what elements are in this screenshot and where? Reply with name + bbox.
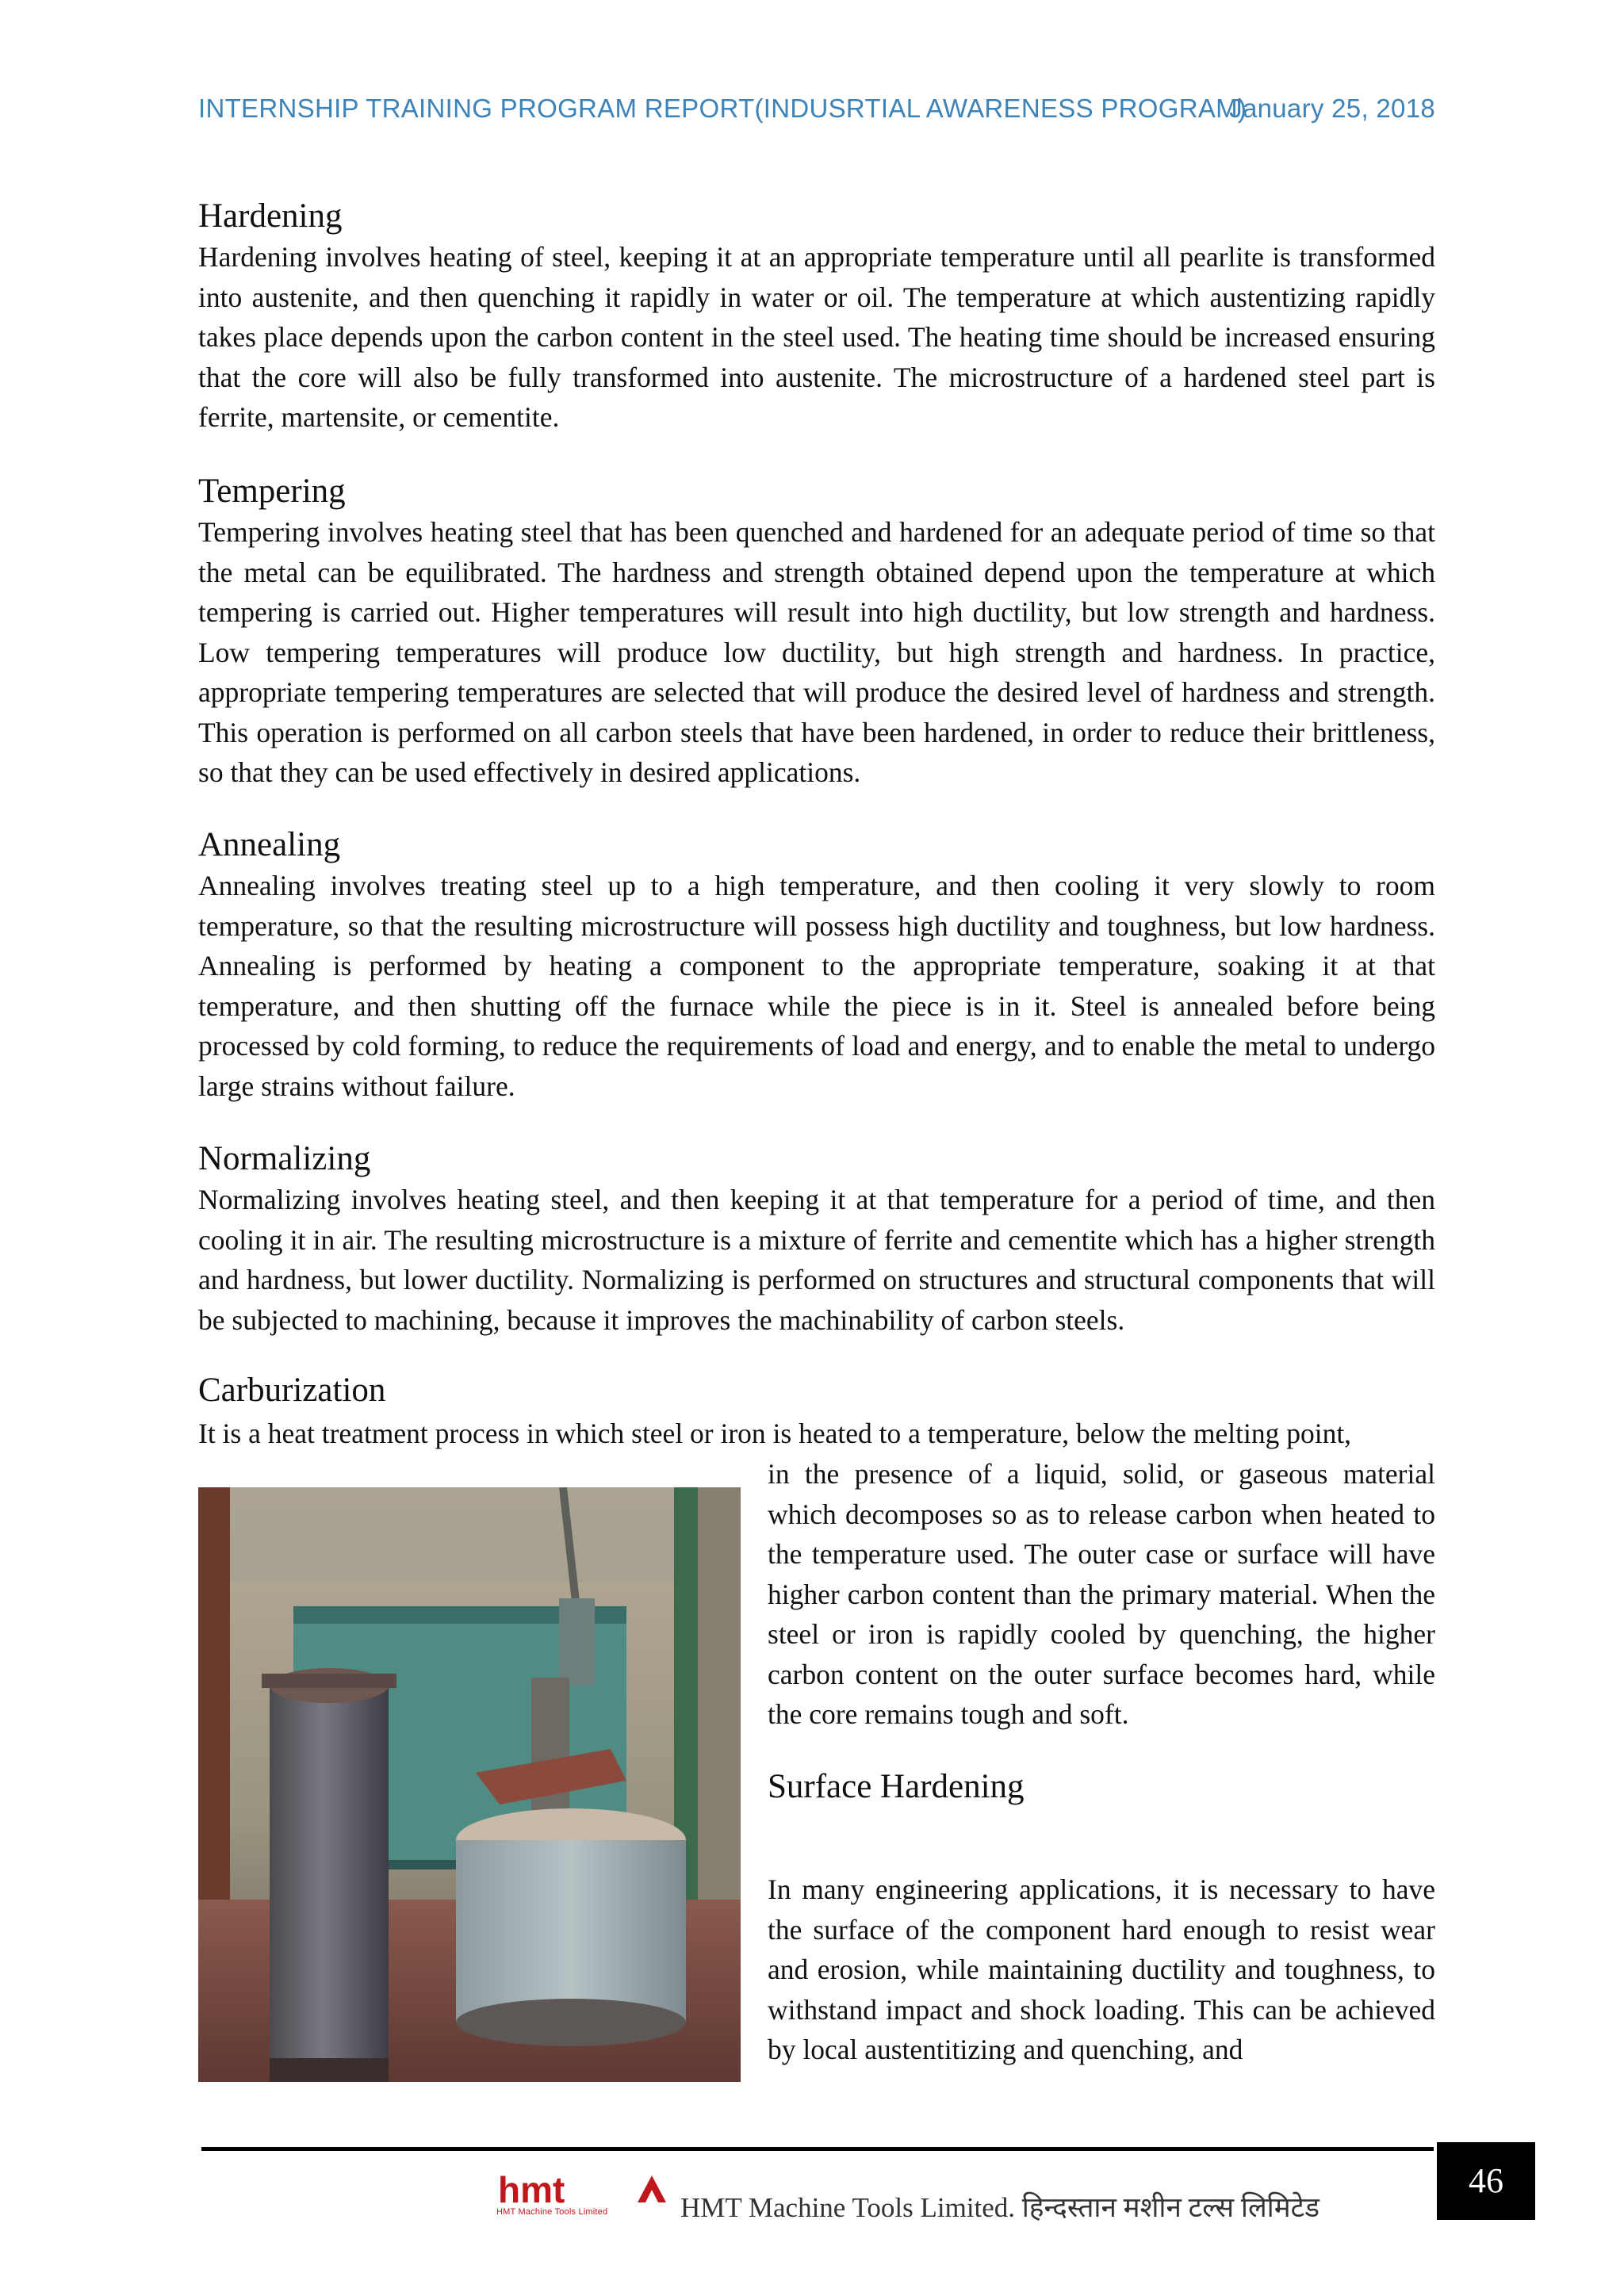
carburizing-furnace-photo [198, 1487, 741, 2082]
photo-illustration [198, 1487, 741, 2082]
report-title: INTERNSHIP TRAINING PROGRAM REPORT(INDUSRTIAL AWARENESS PROGRAM) [198, 94, 1247, 123]
section-heading: Normalizing [198, 1140, 371, 1177]
carburization-continuation-text: in the presence of a liquid, solid, or gaseous material which decomposes so as to release carbon when heated to the temperature used. The outer case or surface will have higher carbon content than the primary material. When the steel or iron is rapidly cooled by quenching, the higher carbon content on the outer surface becomes hard, while the core remains tough and soft. [768, 1458, 1435, 1730]
section-hardening [198, 196, 1435, 438]
logo-wordmark: hmt [498, 2171, 565, 2207]
section-body: Hardening involves heating of steel, keeping it at an appropriate temperature until all pearlite is transformed into austenite, and then quenching it rapidly in water or oil. The temperature at which austentizing rapidly takes place depends upon the carbon content in the steel used. The heating time should be increased ensuring that the core will also be fully transformed into austenite. The microstructure of a hardened steel part is ferrite, martensite, or cementite. [198, 241, 1435, 433]
section-heading: Surface Hardening [768, 1768, 1025, 1805]
section-body: Annealing involves treating steel up to a high temperature, and then cooling it very slowly to room temperature, so that the resulting microstructure will possess high ductility and toughness, but low hardness. Annealing is performed by heating a component to the appropriate temperature, soaking it at that temperature, and then shutting off the furnace while the piece is in it. Steel is annealed before being processed by cold forming, to reduce the requirements of load and energy, and to enable the metal to undergo large strains without failure. [198, 870, 1435, 1102]
page-number: 46 [1437, 2142, 1535, 2220]
section-annealing [198, 825, 1435, 1106]
logo-subtext: HMT Machine Tools Limited [496, 2207, 608, 2217]
section-normalizing [198, 1138, 1435, 1340]
section-carburization [198, 1370, 1435, 1411]
section-heading: Annealing [198, 826, 341, 863]
running-header [198, 94, 1435, 133]
footer-divider [201, 2147, 1434, 2151]
section-surface-hardening [768, 1766, 1435, 2070]
section-body: Tempering involves heating steel that has been quenched and hardened for an adequate period of time so that the metal can be equilibrated. The hardness and strength obtained depend upon the temperature at which tempering is carried out. Higher temperatures will result into high ductility, but low strength and hardness. Low tempering temperatures will produce low ductility, but high strength and hardness. In practice, appropriate tempering temperatures are selected that will produce the desired level of hardness and strength. This operation is performed on all carbon steels that have been hardened, in order to reduce their brittleness, so that they can be used effectively in desired applications. [198, 516, 1435, 788]
section-heading: Carburization [198, 1372, 386, 1409]
report-date: January 25, 2018 [1229, 94, 1435, 123]
section-tempering [198, 471, 1435, 793]
section-heading: Hardening [198, 197, 343, 235]
section-heading: Tempering [198, 473, 346, 510]
carburization-lead-text: It is a heat treatment process in which steel or iron is heated to a temperature, below the melting point, [198, 1418, 1352, 1449]
section-body: In many engineering applications, it is necessary to have the surface of the component hard enough to resist wear and erosion, while maintaining ductility and toughness, to withstand impact and shock loading. This can be achieved by local austentitizing and quenching, and [768, 1873, 1435, 2065]
hmt-logo-icon [496, 2171, 679, 2207]
section-body: Normalizing involves heating steel, and then keeping it at that temperature for a period of time, and then cooling it in air. The resulting microstructure is a mixture of ferrite and cementite which has a higher strength and hardness, but lower ductility. Normalizing is performed on structures and structural components that will be subjected to machining, because it improves the machinability of carbon steels. [198, 1184, 1435, 1336]
hmt-logo [496, 2171, 679, 2220]
footer-company-name: HMT Machine Tools Limited. हिन्दस्तान मशीन टल्स लिमिटेड [680, 2192, 1320, 2223]
